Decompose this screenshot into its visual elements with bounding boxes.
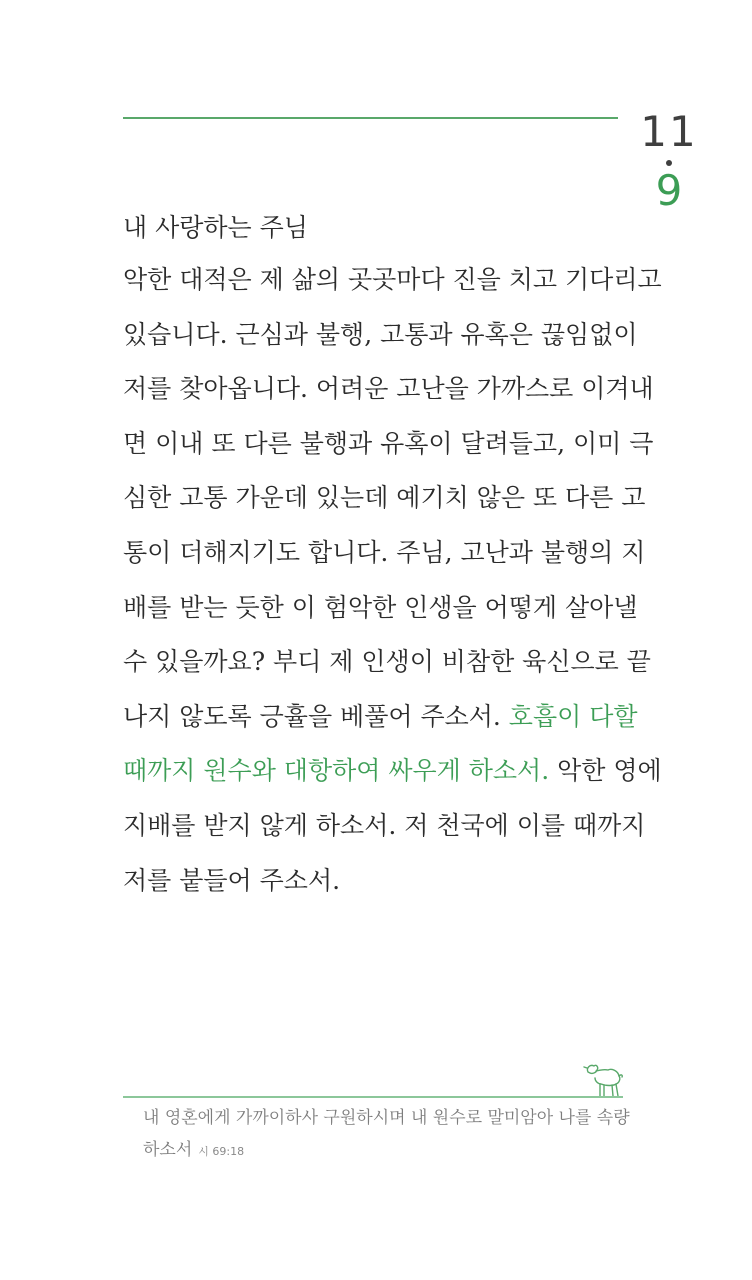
- prayer-line: 심한 고통 가운데 있는데 예기치 않은 또 다른 고: [123, 483, 646, 513]
- prayer-line: 지배를 받지 않게 하소서. 저 천국에 이를 때까지: [123, 810, 646, 840]
- prayer-line: 배를 받는 듯한 이 험악한 인생을 어떻게 살아낼: [123, 592, 638, 622]
- prayer-line: 통이 더해지기도 합니다. 주님, 고난과 불행의 지: [123, 537, 646, 567]
- prayer-line: 악한 대적은 제 삶의 곳곳마다 진을 치고 기다리고: [123, 265, 662, 294]
- highlighted-text: 호흡이 다할: [508, 701, 638, 731]
- prayer-line: 나지 않도록 긍휼을 베풀어 주소서. 호흡이 다할: [123, 701, 638, 731]
- prayer-greeting: 내 사랑하는 주님: [123, 213, 308, 242]
- verse-reference: 시 69:18: [198, 1145, 245, 1158]
- date-block: [634, 108, 704, 214]
- prayer-line: 저를 찾아옵니다. 어려운 고난을 가까스로 이겨내: [123, 374, 654, 404]
- month-number: 11: [640, 107, 698, 156]
- prayer-body: [123, 253, 662, 908]
- highlighted-text: 때까지 원수와 대항하여 싸우게 하소서.: [123, 756, 550, 786]
- lamb-icon: [582, 1058, 624, 1098]
- verse-text: 하소서 시 69:18: [143, 1140, 245, 1160]
- prayer-line: 면 이내 또 다른 불행과 유혹이 달려들고, 이미 극: [123, 428, 654, 458]
- top-divider: [123, 117, 618, 119]
- verse-text: 내 영혼에게 가까이하사 구원하시며 내 원수로 말미암아 나를 속량: [143, 1108, 630, 1128]
- day-number: 9: [655, 166, 683, 215]
- prayer-line: 저를 붙들어 주소서.: [123, 865, 341, 895]
- prayer-line: 때까지 원수와 대항하여 싸우게 하소서. 악한 영에: [123, 756, 662, 786]
- prayer-line: 수 있을까요? 부디 제 인생이 비참한 육신으로 끝: [123, 647, 651, 677]
- verse-divider: [123, 1096, 623, 1098]
- prayer-line: 있습니다. 근심과 불행, 고통과 유혹은 끊임없이: [123, 319, 638, 349]
- scripture-verse: [143, 1102, 630, 1168]
